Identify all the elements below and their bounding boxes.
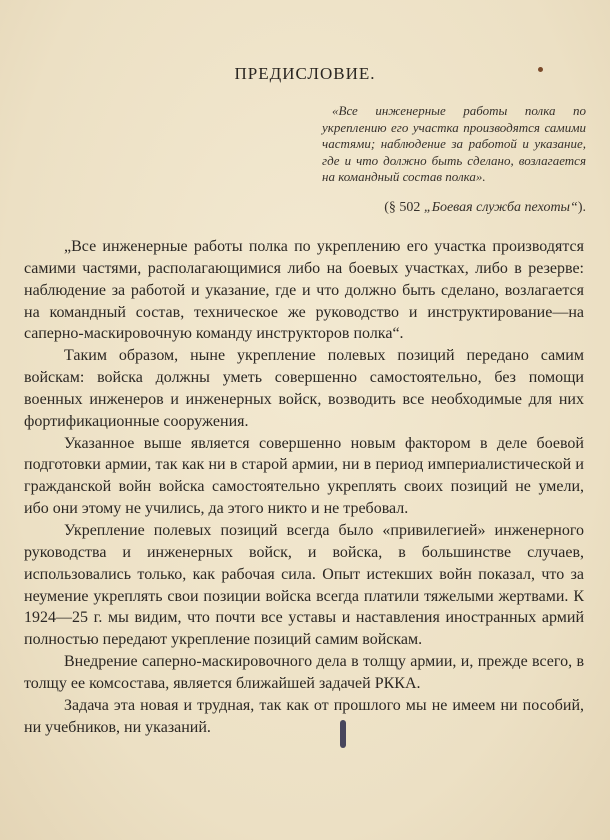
- paragraph-4: Укрепление полевых позиций всегда было «привилегией» инженерного руководства и инженерных войск, и войска, в большинстве случаев, использовались только, как рабочая сила. Опыт истекших войн показал, что за неумение укреплять свои позиции войска всегда платили тяжелыми жертвами. К 1924—25 г. мы видим, что почти все уставы и наставления иностранных армий полностью передают укрепление позиций самим войскам.: [24, 521, 584, 649]
- paragraph-5: Внедрение саперно-маскировочного дела в толщу армии, и, прежде всего, в толщу ее комсостава, является ближайшей задачей РККА.: [24, 653, 584, 692]
- source-close: ).: [577, 200, 586, 215]
- ink-blot: [340, 720, 346, 748]
- source-open: (§ 502: [384, 200, 424, 215]
- paragraph-6: Задача эта новая и трудная, так как от прошлого мы не имеем ни пособий, ни учебников, ни указаний.: [24, 696, 584, 736]
- source-title: „Боевая служба пехоты“: [423, 200, 578, 215]
- paragraph-2: Таким образом, ныне укрепление полевых позиций передано самим войскам: войска должны уметь совершенно самостоятельно, без помощи военных инженеров и инженерных войск, возводить все необходимые для них фортификационные сооружения.: [24, 347, 584, 430]
- page-title: ПРЕДИСЛОВИЕ.: [234, 64, 376, 83]
- epigraph-quote: «Все инженерные работы полка по укреплению его участка производятся самими частями; наблюдение за работой и указание, где и что должно быть сделано, возлагается на командный состав полка».: [322, 103, 586, 185]
- paragraph-3: Указанное выше является совершенно новым фактором в деле боевой подготовки армии, так как ни в старой армии, ни в период империалистической и гражданской войн войска самостоятельно укреплять своих позиций не умели, ибо они этому не учились, да этого никто и не требовал.: [24, 434, 584, 518]
- epigraph-source: [310, 200, 586, 216]
- body-text: [24, 236, 584, 738]
- paragraph-1: „Все инженерные работы полка по укреплению его участка производятся самими частями, располагающимися либо на боевых участках, либо в резерве: наблюдение за работой и указание, где и что должно быть сделано, возлагается на командный состав, техническое же руководство и инструктирование—на саперно-маскировочную команду инструкторов полка“.: [24, 238, 584, 343]
